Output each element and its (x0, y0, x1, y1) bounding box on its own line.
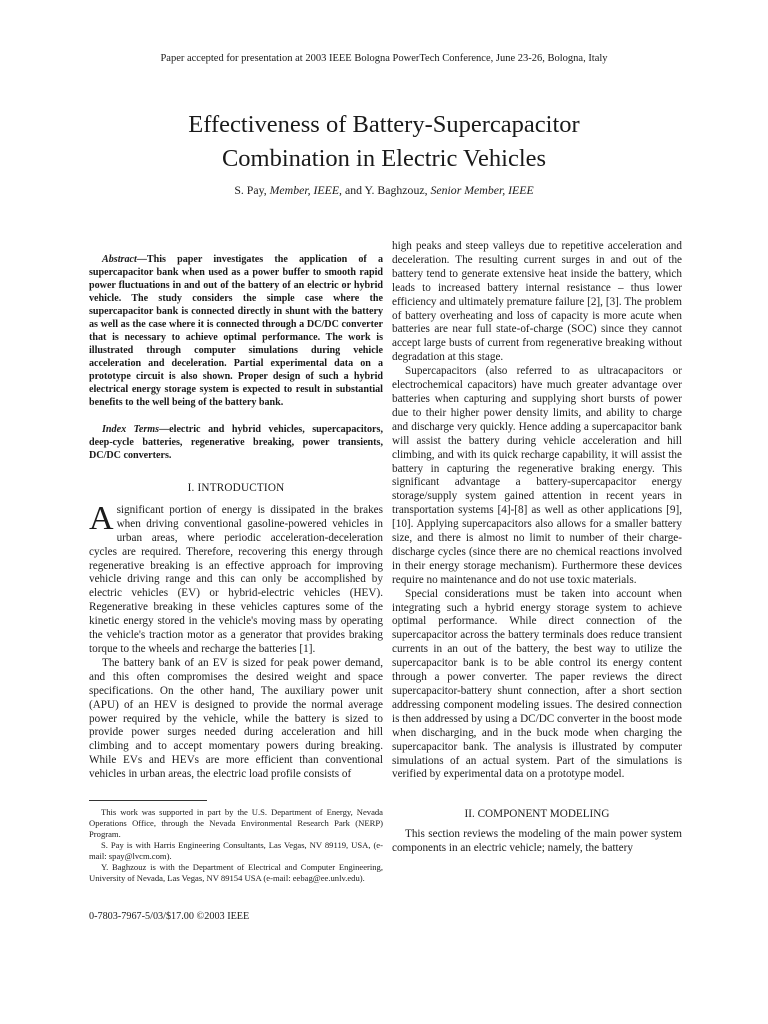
title-line-1: Effectiveness of Battery-Supercapacitor (188, 111, 580, 138)
footnote-divider (89, 800, 207, 801)
section-heading-introduction: I. INTRODUCTION (187, 482, 285, 494)
author-line (0, 183, 768, 198)
index-terms-text: —electric and hybrid vehicles, supercapacitors, deep-cycle batteries, regenerative breaking, power transients, DC/DC converters. (89, 424, 383, 461)
index-terms-label: Index Terms (102, 424, 160, 435)
abstract (89, 253, 383, 409)
intro-paragraph-2: The battery bank of an EV is sized for peak power demand, and this often compromises the desired weight and space specifications. On the other hand, The auxiliary power unit (APU) of an HEV is designed to provide the normal average power required by the vehicle, while the battery is sized to provide power surges needed during acceleration and hill climbing and to accept momentary powers during breaking. While EVs and HEVs are more efficient than conventional vehicles in urban areas, the electric load profile consists of (89, 656, 383, 781)
drop-cap: A (89, 499, 114, 537)
left-column (89, 253, 383, 884)
right-paragraph-1: high peaks and steep valleys due to repetitive acceleration and deceleration. The resulting current surges in and out of the battery tend to generate extensive heat inside the battery, which leads to increased battery internal resistance – thus lower efficiency and ultimately premature failure [2], [3]. The problem of battery overheating and loss of capacity is more acute when batteries are near full state-of-charge (SOC) since they cannot accept large busts of current from regenerative breaking without degradation at this stage. (392, 240, 682, 364)
right-paragraph-3: Special considerations must be taken into account when integrating such a hybrid energy storage system to achieve optimal performance. While direct connection of the supercapacitor across the battery terminals does reduce transient currents in an out of the battery, the best way to utilize the supercapacitor bank is to be able control its energy content through a power converter. The paper reviews the direct supercapacitor-battery shunt connection, after a short section addressing component modeling issues. The desired connection is then addressed by using a DC/DC converter in the boost mode when discharging, and in the buck mode when charging the supercapacitor bank. The analysis is illustrated by computer simulations of an actual system. Part of the simulations is verified by experimental data on a prototype model. (392, 587, 682, 781)
paper-title (84, 108, 684, 176)
right-paragraph-2: Supercapacitors (also referred to as ultracapacitors or electrochemical capacitors) have much greater advantage over batteries when capturing and supplying short bursts of power due to their higher power density limits, and ability to charge and discharge very quickly. Hence adding a supercapacitor bank will assist the battery during vehicle acceleration and hill climbing, and with its quick recharge capability, it will assist the battery in capturing the regenerative braking energy. This significant advantage a battery-supercapacitor energy storage/supply system gained attention in recent years in transportation systems [4]-[8] as well as other applications [9], [10]. Applying supercapacitors also allows for a smaller battery size, and there is almost no limit to number of their charge-discharge cycles (since there are no chemical reactions involved in their energy storage mechanism). Furthermore these devices require no maintenance and do not use toxic materials. (392, 365, 682, 586)
title-line-2: Combination in Electric Vehicles (221, 145, 547, 172)
abstract-label: Abstract (102, 254, 137, 265)
author-2: and Y. Baghzouz, (342, 183, 431, 197)
index-terms (89, 423, 383, 462)
section-heading-component-modeling: II. COMPONENT MODELING (464, 808, 610, 821)
author-2-role: Senior Member, IEEE (430, 183, 534, 197)
right-paragraph-4: This section reviews the modeling of the main power system components in an electric vehicle; namely, the battery (392, 828, 682, 855)
footnote-funding: This work was supported in part by the U.S. Department of Energy, Nevada Operations Office, through the Nevada Environmental Research Park (NERP) Program. (89, 807, 383, 840)
author-1: S. Pay, (234, 183, 270, 197)
copyright-line: 0-7803-7967-5/03/$17.00 ©2003 IEEE (89, 911, 250, 922)
intro-paragraph-1-text: significant portion of energy is dissipated in the brakes when driving conventional gasoline-powered vehicles in urban areas, where periodic acceleration-deceleration cycles are required. Therefore, recovering this energy through regenerative breaking is an effective approach for improving vehicle driving range and this can only be accomplished by electric vehicles (EV) or hybrid-electric vehicles (HEV). Regenerative breaking in these vehicles captures some of the kinetic energy stored in the vehicle's moving mass by operating the vehicle's traction motor as a generator that provides braking torque to the wheels and recharge the batteries [1]. (89, 503, 383, 655)
conference-note: Paper accepted for presentation at 2003 IEEE Bologna PowerTech Conference, June 23-26, Bologna, Italy (160, 53, 608, 64)
abstract-text: —This paper investigates the application of a supercapacitor bank when used as a power buffer to smooth rapid power fluctuations in and out of the battery of an electric or hybrid vehicle. The study considers the simple case where the supercapacitor bank is connected directly in shunt with the battery as well as the case where it is connected through a DC/DC converter that is necessary to achieve optimal performance. The work is illustrated through computer simulations during vehicle acceleration and deceleration. Partial experimental data on a prototype circuit is also shown. Proper design of such a hybrid electrical energy storage system is expected to result in substantial benefits to the well being of the battery bank. (89, 254, 383, 408)
footnote-author-2: Y. Baghzouz is with the Department of Electrical and Computer Engineering, University of Nevada, Las Vegas, NV 89154 USA (e-mail: eebag@ee.unlv.edu). (89, 862, 383, 884)
right-column (392, 240, 682, 856)
author-1-role: Member, IEEE, (269, 183, 343, 197)
footnote-author-1: S. Pay is with Harris Engineering Consultants, Las Vegas, NV 89119, USA, (e-mail: spay@lvcm.com). (89, 840, 383, 862)
intro-paragraph-1 (89, 499, 383, 657)
